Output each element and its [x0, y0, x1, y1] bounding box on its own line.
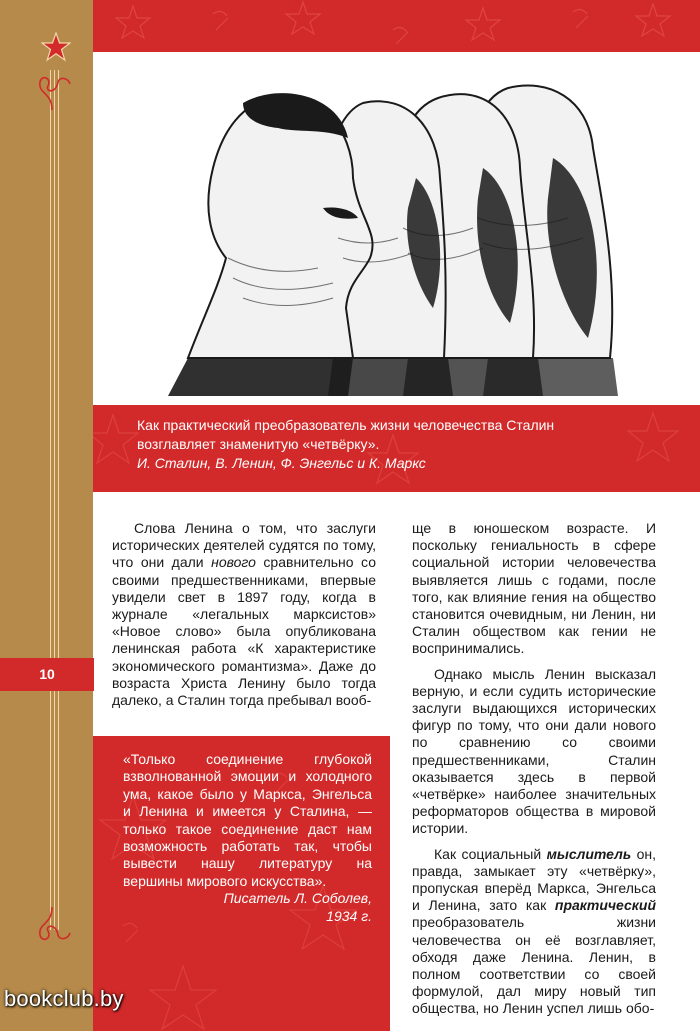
text-run: преобразователь жизни человечества он её возглавляет, обходя даже Ленина. Ленин, в полном соответствии со своей формулой, дал миру новый тип общества, но Ленин успел лишь обо- — [412, 914, 656, 1017]
text-run: он, правда, замыкает эту «четвёрку», пропуская вперёд Маркса, Энгельса и Ленина, зато как — [412, 845, 656, 914]
quote-author: Писатель Л. Соболев, — [223, 890, 372, 907]
quote — [123, 751, 372, 925]
star-icon — [41, 32, 71, 62]
quote-year: 1934 г. — [326, 907, 372, 924]
top-red-band — [93, 0, 700, 52]
portrait-illustration — [148, 58, 618, 396]
caption-line: Как практический преобразователь жизни человечества Сталин — [137, 417, 555, 433]
caption-authors: И. Сталин, В. Ленин, Ф. Энгельс и К. Маркс — [137, 455, 426, 471]
decorative-sidebar — [0, 0, 93, 1031]
text-run: Слова Ленина о том, что заслуги исторических деятелей судятся по тому, что они дали — [112, 520, 376, 571]
watermark: bookclub.by — [4, 986, 124, 1011]
flourish-icon — [30, 72, 80, 112]
paragraph: ще в юношеском возрасте. И поскольку гениальность в сфере социальной истории человечества выявляется лишь с годами, после того, как влияние гения на общество становится очевидным, ни Ленин, ни Сталин обществом как гении не воспринимались. — [412, 520, 656, 657]
right-column — [412, 520, 656, 1018]
caption-line: возглавляет знаменитую «четвёрку». — [137, 436, 380, 452]
sidebar-line — [58, 70, 59, 930]
text-run: Как социальный — [434, 845, 547, 862]
paragraph — [112, 520, 376, 709]
flourish-icon — [30, 905, 80, 945]
page-number: 10 — [0, 658, 94, 691]
emphasis: нового — [211, 554, 256, 571]
left-column — [112, 520, 376, 709]
paragraph: Однако мысль Ленин высказал верную, и если судить исторические заслуги выдающихся исторических фигур по тому, что они дали нового по сравнению со своими предшественниками, Сталин оказывается здесь в первой «четвёрке» наиболее значительных реформаторов общества в мировой истории. — [412, 665, 656, 837]
quote-text: «Только соединение глубокой взволнованной эмоции и холодного ума, какое было у Маркса, Энгельса и Ленина и имеется у Сталина, — только такое соединение даст нам возможность работать так, чтобы вывести нашу литературу на вершины мирового искусства». — [123, 751, 372, 889]
star-pattern — [93, 0, 700, 52]
sidebar-line — [54, 70, 55, 930]
emphasis: мыслитель — [546, 845, 632, 862]
emphasis: практический — [554, 897, 656, 914]
sidebar-line — [50, 70, 51, 930]
figure-caption — [137, 416, 682, 473]
text-run: сравнительно со своими предшественниками, впервые увидели свет в 1897 году, когда в журнале «легальных марксистов» «Новое слово» была опубликована ленинская работа «К характеристике экономического романтизма». Даже до возраста Христа Ленину было тогда далеко, а Сталин тогда пребывал вооб- — [112, 554, 376, 709]
paragraph — [412, 846, 656, 1018]
